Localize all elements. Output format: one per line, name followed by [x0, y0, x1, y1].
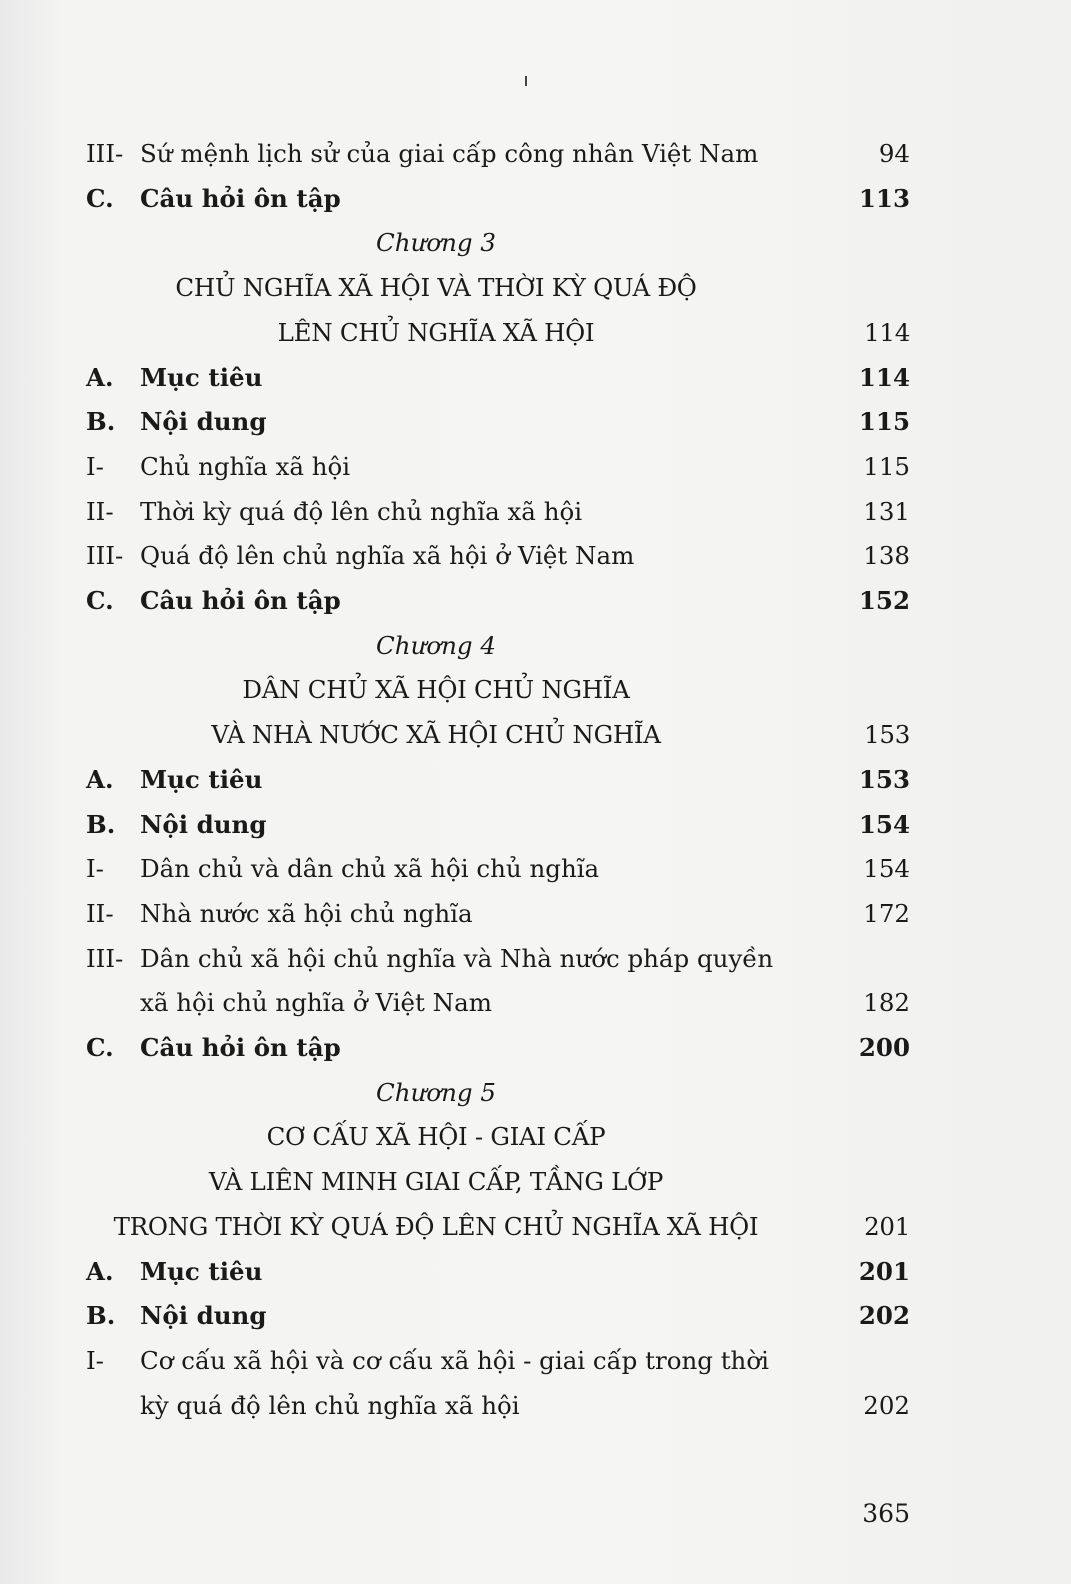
chapter-title: [86, 715, 910, 755]
chapter-label: Chương 4: [376, 631, 496, 660]
page-ref: 201: [858, 1257, 910, 1286]
entry-number: III-: [86, 944, 124, 973]
entry-text: kỳ quá độ lên chủ nghĩa xã hội: [140, 1391, 520, 1420]
chapter-heading: [86, 626, 786, 666]
chapter-label: Chương 3: [376, 228, 496, 257]
toc-entry: [86, 939, 910, 979]
entry-text: Mục tiêu: [140, 363, 263, 392]
page-ref: 113: [858, 184, 910, 213]
mark: [525, 76, 527, 86]
chapter-title: [86, 268, 910, 308]
toc-entry: [86, 894, 910, 934]
toc-entry: [86, 1386, 910, 1426]
page-ref: 153: [858, 765, 910, 794]
toc-entry: [86, 1296, 910, 1336]
page-ref: 115: [863, 452, 910, 481]
entry-number: B.: [86, 407, 116, 436]
entry-text: Sứ mệnh lịch sử của giai cấp công nhân Việt Nam: [140, 139, 759, 168]
chapter-title: [86, 1207, 910, 1247]
toc-entry: [86, 1252, 910, 1292]
page-ref: 202: [858, 1301, 910, 1330]
toc-entry: [86, 849, 910, 889]
entry-text: Nội dung: [140, 810, 267, 839]
entry-text: Quá độ lên chủ nghĩa xã hội ở Việt Nam: [140, 541, 635, 570]
entry-text: Nội dung: [140, 1301, 267, 1330]
page-ref: 153: [864, 720, 910, 749]
entry-number: A.: [86, 1257, 114, 1286]
chapter-label: Chương 5: [376, 1078, 496, 1107]
toc-entry: [86, 805, 910, 845]
toc-entry: [86, 447, 910, 487]
toc-entry: [86, 536, 910, 576]
entry-number: I-: [86, 854, 104, 883]
toc-entry: [86, 492, 910, 532]
page-ref: 131: [863, 497, 910, 526]
entry-text: Câu hỏi ôn tập: [140, 1033, 341, 1062]
entry-number: A.: [86, 363, 114, 392]
toc-entry: [86, 1028, 910, 1068]
page-ref: 202: [863, 1391, 910, 1420]
entry-text: Nhà nước xã hội chủ nghĩa: [140, 899, 473, 928]
chapter-title-text: TRONG THỜI KỲ QUÁ ĐỘ LÊN CHỦ NGHĨA XÃ HỘI: [113, 1212, 759, 1241]
entry-number: C.: [86, 184, 114, 213]
page-ref: 114: [858, 363, 910, 392]
entry-text: Mục tiêu: [140, 1257, 263, 1286]
page-ref: 172: [863, 899, 910, 928]
toc-entry: [86, 760, 910, 800]
toc-entry: [86, 358, 910, 398]
entry-number: III-: [86, 541, 124, 570]
entry-text: Cơ cấu xã hội và cơ cấu xã hội - giai cấp trong thời: [140, 1346, 769, 1375]
chapter-title: [86, 313, 910, 353]
page-ref: 182: [863, 988, 910, 1017]
entry-number: II-: [86, 899, 114, 928]
page-ref: 94: [878, 139, 910, 168]
chapter-title: [86, 1117, 910, 1157]
chapter-heading: [86, 223, 786, 263]
chapter-heading: [86, 1073, 786, 1113]
toc-entry: [86, 179, 910, 219]
entry-number: III-: [86, 139, 124, 168]
toc-entry: [86, 581, 910, 621]
entry-number: A.: [86, 765, 114, 794]
page-ref: 154: [863, 854, 910, 883]
chapter-title: [86, 1162, 910, 1202]
entry-text: Dân chủ xã hội chủ nghĩa và Nhà nước pháp quyền: [140, 944, 774, 973]
toc-entry: [86, 1341, 910, 1381]
entry-number: C.: [86, 1033, 114, 1062]
entry-number: B.: [86, 810, 116, 839]
entry-number: II-: [86, 497, 114, 526]
chapter-title-text: CHỦ NGHĨA XÃ HỘI VÀ THỜI KỲ QUÁ ĐỘ: [175, 273, 697, 302]
entry-text: Chủ nghĩa xã hội: [140, 452, 351, 481]
chapter-title: [86, 670, 910, 710]
entry-number: B.: [86, 1301, 116, 1330]
chapter-title-text: DÂN CHỦ XÃ HỘI CHỦ NGHĨA: [242, 675, 630, 704]
entry-text: Dân chủ và dân chủ xã hội chủ nghĩa: [140, 854, 600, 883]
toc-entry: [86, 983, 910, 1023]
chapter-title-text: CƠ CẤU XÃ HỘI - GIAI CẤP: [266, 1122, 606, 1151]
entry-number: I-: [86, 1346, 104, 1375]
page-ref: 200: [858, 1033, 910, 1062]
chapter-title-text: VÀ LIÊN MINH GIAI CẤP, TẦNG LỚP: [208, 1167, 664, 1196]
toc-entry: [86, 402, 910, 442]
entry-text: Mục tiêu: [140, 765, 263, 794]
page-ref: 138: [863, 541, 910, 570]
chapter-title-text: LÊN CHỦ NGHĨA XÃ HỘI: [277, 318, 595, 347]
entry-text: Câu hỏi ôn tập: [140, 184, 341, 213]
page-ref: 152: [858, 586, 910, 615]
page-number: 365: [862, 1499, 910, 1528]
entry-number: C.: [86, 586, 114, 615]
toc-entry: [86, 134, 910, 174]
entry-number: I-: [86, 452, 104, 481]
chapter-title-text: VÀ NHÀ NƯỚC XÃ HỘI CHỦ NGHĨA: [211, 720, 661, 749]
entry-text: Câu hỏi ôn tập: [140, 586, 341, 615]
entry-text: xã hội chủ nghĩa ở Việt Nam: [140, 988, 492, 1017]
page-ref: 114: [864, 318, 910, 347]
page-ref: 115: [858, 407, 910, 436]
page-ref: 201: [864, 1212, 910, 1241]
entry-text: Nội dung: [140, 407, 267, 436]
page-ref: 154: [858, 810, 910, 839]
entry-text: Thời kỳ quá độ lên chủ nghĩa xã hội: [140, 497, 583, 526]
